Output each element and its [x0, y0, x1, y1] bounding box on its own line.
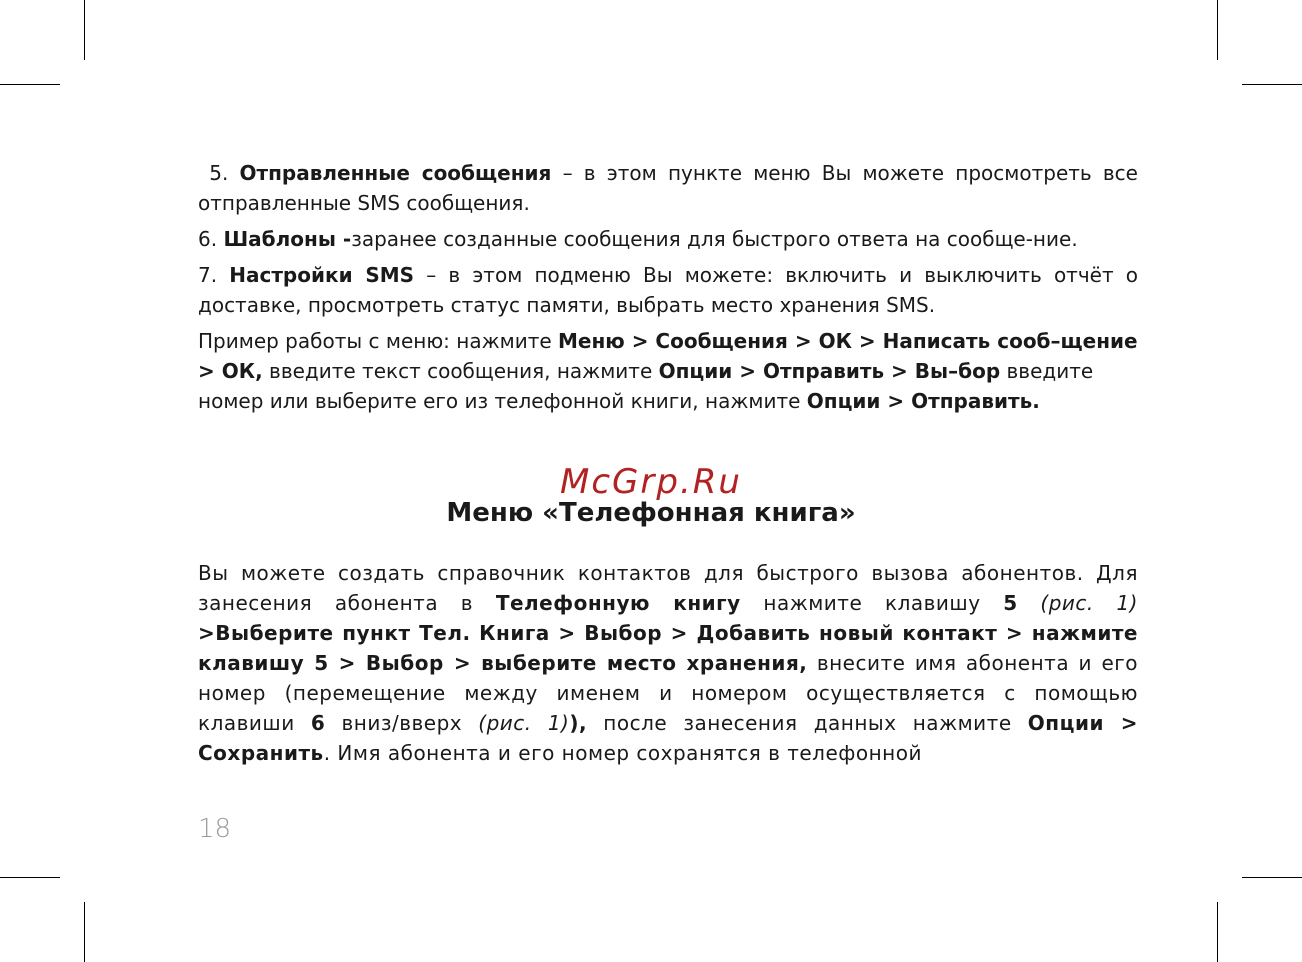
crop-mark [84, 0, 85, 60]
item-6: 6. Шаблоны -заранее созданные сообщения для быстрого ответа на сообще-ние. [198, 227, 1078, 251]
item-6-title: Шаблоны - [223, 227, 352, 251]
crop-mark [1217, 902, 1218, 962]
crop-mark [0, 877, 60, 878]
crop-mark [1242, 877, 1302, 878]
item-5-title: Отправленные сообщения [239, 161, 552, 185]
crop-mark [1217, 0, 1218, 60]
watermark: McGrp.Ru [560, 462, 742, 502]
section-heading: Меню «Телефонная книга» [446, 498, 856, 528]
example-paragraph: Пример работы с меню: нажмите Меню > Сообщения > ОК > Написать сооб–щение > ОК, введите текст сообщения, нажмите Опции > Отправить > Вы–бор введите номер или выберите его из телефонной книги, нажмите Опции > Отправить. [198, 329, 1138, 413]
item-5: 5. Отправленные сообщения – в этом пункте меню Вы можете просмотреть все отправленные SMS сообщения. [198, 161, 1138, 215]
crop-mark [0, 84, 60, 85]
crop-mark [84, 902, 85, 962]
item-7: 7. Настройки SMS – в этом подменю Вы можете: включить и выключить отчёт о доставке, просмотреть статус памяти, выбрать место хранения SMS. [198, 263, 1138, 317]
item-7-title: Настройки SMS [229, 263, 415, 287]
crop-mark [1242, 84, 1302, 85]
menu-items-block [198, 158, 1138, 422]
phonebook-paragraph: Вы можете создать справочник контактов для быстрого вызова абонентов. Для занесения абонента в Телефонную книгу нажмите клавишу 5 (рис. 1) >Выберите пункт Тел. Книга > Выбор > Добавить новый контакт > нажмите клавишу 5 > Выбор > выберите место хранения, внесите имя абонента и его номер (перемещение между именем и номером осуществляется с помощью клавиши 6 вниз/вверх (рис. 1)), после занесения данных нажмите Опции > Сохранить. Имя абонента и его номер сохранятся в телефонной [198, 561, 1139, 765]
page-number: 18 [198, 814, 232, 844]
